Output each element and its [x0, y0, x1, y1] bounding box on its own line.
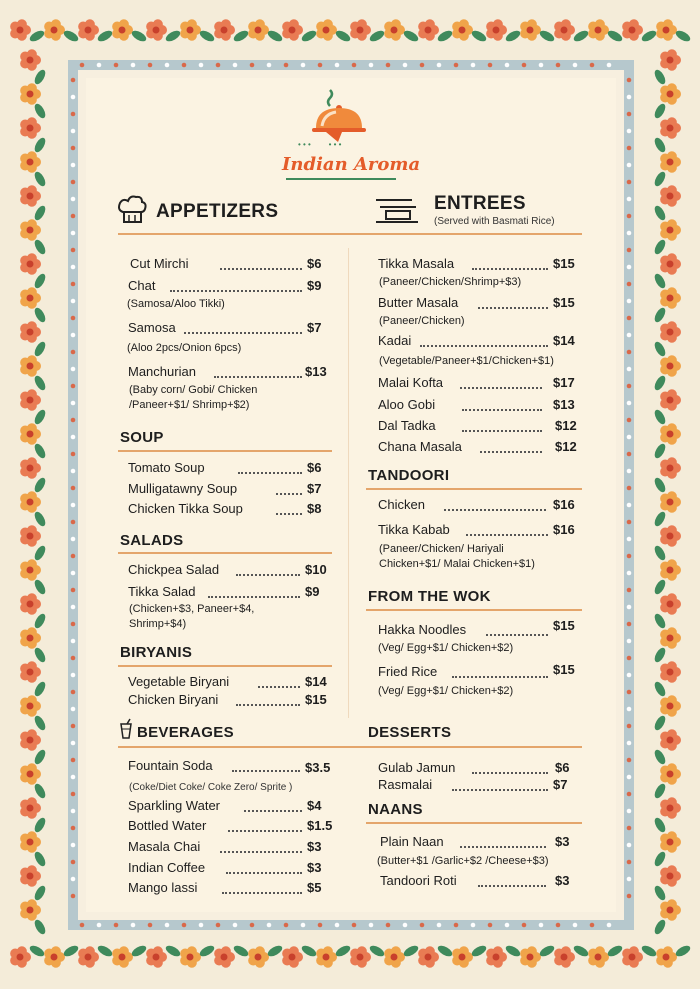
section-title-entrees: ENTREES: [434, 193, 526, 214]
section-rule: [366, 609, 582, 611]
menu-item-note: (Veg/ Egg+$1/ Chicken+$2): [378, 642, 514, 654]
menu-item-name: Chicken Biryani: [128, 692, 219, 707]
menu-item-price: $6: [307, 460, 322, 475]
menu-item-price: $10: [305, 562, 327, 577]
menu-item-price: $7: [307, 320, 322, 335]
menu-item-name: Indian Coffee: [128, 860, 206, 875]
section-title-desserts: DESSERTS: [368, 724, 452, 741]
menu-item-price: $5: [307, 880, 322, 895]
menu-item-name: Malai Kofta: [378, 375, 444, 390]
leader-dots: [220, 851, 302, 853]
menu-item-name: Kadai: [378, 333, 412, 348]
leader-dots: [478, 307, 548, 309]
leader-dots: [462, 409, 542, 411]
menu-item-note: (Baby corn/ Gobi/ Chicken: [129, 384, 258, 396]
section-rule: [118, 552, 332, 554]
menu-item-price: $4: [307, 798, 322, 813]
section-rule: [118, 450, 332, 452]
leader-dots: [220, 268, 302, 270]
menu-item-note: Chicken+$1/ Malai Chicken+$1): [379, 558, 535, 570]
menu-item-price: $3.5: [305, 760, 331, 775]
menu-item-name: Tomato Soup: [128, 460, 205, 475]
menu-item-price: $12: [555, 439, 577, 454]
menu-item-name: Dal Tadka: [378, 418, 436, 433]
menu-item-note: (Vegetable/Paneer+$1/Chicken+$1): [379, 355, 554, 367]
menu-item-price: $9: [307, 278, 322, 293]
menu-item-price: $14: [305, 674, 327, 689]
section-rule: [366, 822, 582, 824]
leader-dots: [184, 332, 302, 334]
menu-item-price: $3: [555, 873, 570, 888]
menu-item-name: Tikka Masala: [378, 256, 455, 271]
leader-dots: [472, 772, 548, 774]
menu-item-price: $16: [553, 497, 575, 512]
menu-item-price: $9: [305, 584, 320, 599]
menu-item-price: $7: [307, 481, 322, 496]
section-title-biryanis: BIRYANIS: [120, 644, 193, 661]
drink-icon: [118, 718, 134, 740]
section-title-tandoori: TANDOORI: [368, 467, 450, 484]
plate-stack-icon: [372, 194, 420, 224]
menu-item-note: (Aloo 2pcs/Onion 6pcs): [127, 342, 242, 354]
menu-item-name: Rasmalai: [378, 777, 433, 792]
logo-underline: [286, 178, 396, 180]
menu-item-price: $6: [307, 256, 322, 271]
menu-item-price: $15: [553, 256, 575, 271]
leader-dots: [236, 574, 300, 576]
menu-item-price: $8: [307, 501, 322, 516]
leader-dots: [460, 387, 542, 389]
section-title-appetizers: APPETIZERS: [156, 201, 279, 222]
menu-item-note: Shrimp+$4): [129, 618, 187, 630]
menu-item-name: Manchurian: [128, 364, 196, 379]
section-title-soup: SOUP: [120, 429, 164, 446]
section-title-from-the-wok: FROM THE WOK: [368, 588, 491, 605]
section-title-beverages: BEVERAGES: [137, 724, 234, 741]
entrees-subtitle: (Served with Basmati Rice): [434, 216, 555, 227]
menu-item-note: (Paneer/Chicken): [379, 315, 465, 327]
column-divider: [348, 248, 349, 718]
menu-item-name: Hakka Noodles: [378, 622, 467, 637]
menu-item-price: $1.5: [307, 818, 333, 833]
menu-item-name: Cut Mirchi: [130, 256, 189, 271]
cloche-icon: [308, 86, 370, 144]
menu-item-name: Tikka Kabab: [378, 522, 450, 537]
menu-item-price: $6: [555, 760, 570, 775]
menu-item-note: /Paneer+$1/ Shrimp+$2): [129, 399, 250, 411]
chef-hat-icon: [116, 194, 148, 226]
leader-dots: [420, 345, 548, 347]
leader-dots: [244, 810, 302, 812]
menu-item-name: Plain Naan: [380, 834, 444, 849]
leader-dots: [472, 268, 548, 270]
menu-item-price: $15: [553, 295, 575, 310]
brand-name: Indian Aroma: [282, 154, 421, 175]
section-rule: [366, 488, 582, 490]
section-rule: [118, 665, 332, 667]
menu-item-name: Mango lassi: [128, 880, 198, 895]
menu-item-name: Chicken Tikka Soup: [128, 501, 243, 516]
section-title-salads: SALADS: [120, 532, 184, 549]
menu-item-name: Bottled Water: [128, 818, 207, 833]
menu-item-name: Butter Masala: [378, 295, 459, 310]
menu-item-price: $13: [305, 364, 327, 379]
menu-item-price: $15: [553, 662, 575, 677]
menu-item-name: Fried Rice: [378, 664, 438, 679]
menu-item-price: $12: [555, 418, 577, 433]
menu-item-note: (Butter+$1 /Garlic+$2 /Cheese+$3): [377, 855, 549, 867]
leader-dots: [238, 472, 302, 474]
leader-dots: [208, 596, 300, 598]
menu-item-name: Mulligatawny Soup: [128, 481, 238, 496]
menu-item-name: Chickpea Salad: [128, 562, 220, 577]
menu-item-price: $17: [553, 375, 575, 390]
menu-item-name: Fountain Soda: [128, 758, 213, 773]
menu-item-price: $15: [553, 618, 575, 633]
menu-item-name: Vegetable Biryani: [128, 674, 230, 689]
leader-dots: [486, 634, 548, 636]
menu-item-price: $7: [553, 777, 568, 792]
menu-item-note: (Coke/Diet Coke/ Coke Zero/ Sprite ): [129, 782, 293, 793]
menu-item-name: Aloo Gobi: [378, 397, 436, 412]
menu-item-note: (Samosa/Aloo Tikki): [127, 298, 225, 310]
menu-item-name: Tikka Salad: [128, 584, 196, 599]
leader-dots: [480, 451, 542, 453]
menu-item-name: Sparkling Water: [128, 798, 220, 813]
menu-item-name: Chicken: [378, 497, 425, 512]
menu-item-note: (Veg/ Egg+$1/ Chicken+$2): [378, 685, 514, 697]
leader-dots: [236, 704, 300, 706]
menu-item-note: (Paneer/Chicken/ Hariyali: [379, 543, 504, 555]
menu-item-price: $3: [307, 839, 322, 854]
menu-item-price: $13: [553, 397, 575, 412]
leader-dots: [214, 376, 302, 378]
beverages-rule: [118, 746, 582, 748]
leader-dots: [460, 846, 546, 848]
leader-dots: [222, 892, 302, 894]
menu-item-name: Gulab Jamun: [378, 760, 456, 775]
menu-item-name: Chana Masala: [378, 439, 462, 454]
leader-dots: [232, 770, 300, 772]
menu-item-name: Chat: [128, 278, 156, 293]
menu-item-note: (Chicken+$3, Paneer+$4,: [129, 603, 255, 615]
leader-dots: [466, 534, 548, 536]
leader-dots: [170, 290, 302, 292]
leader-dots: [258, 686, 300, 688]
menu-item-price: $14: [553, 333, 575, 348]
menu-item-note: (Paneer/Chicken/Shrimp+$3): [379, 276, 522, 288]
leader-dots: [478, 885, 546, 887]
menu-item-price: $16: [553, 522, 575, 537]
leader-dots: [462, 430, 542, 432]
menu-item-name: Masala Chai: [128, 839, 201, 854]
header-rule: [118, 233, 582, 235]
leader-dots: [228, 830, 302, 832]
leader-dots: [452, 789, 548, 791]
section-title-naans: NAANS: [368, 801, 423, 818]
leader-dots: [226, 872, 302, 874]
leader-dots: [276, 513, 302, 515]
logo-decor: • • • • • •: [298, 140, 342, 149]
leader-dots: [276, 493, 302, 495]
leader-dots: [444, 509, 546, 511]
menu-item-price: $15: [305, 692, 327, 707]
menu-item-name: Samosa: [128, 320, 176, 335]
leader-dots: [452, 676, 548, 678]
menu-item-name: Tandoori Roti: [380, 873, 457, 888]
menu-item-price: $3: [555, 834, 570, 849]
menu-item-price: $3: [307, 860, 322, 875]
